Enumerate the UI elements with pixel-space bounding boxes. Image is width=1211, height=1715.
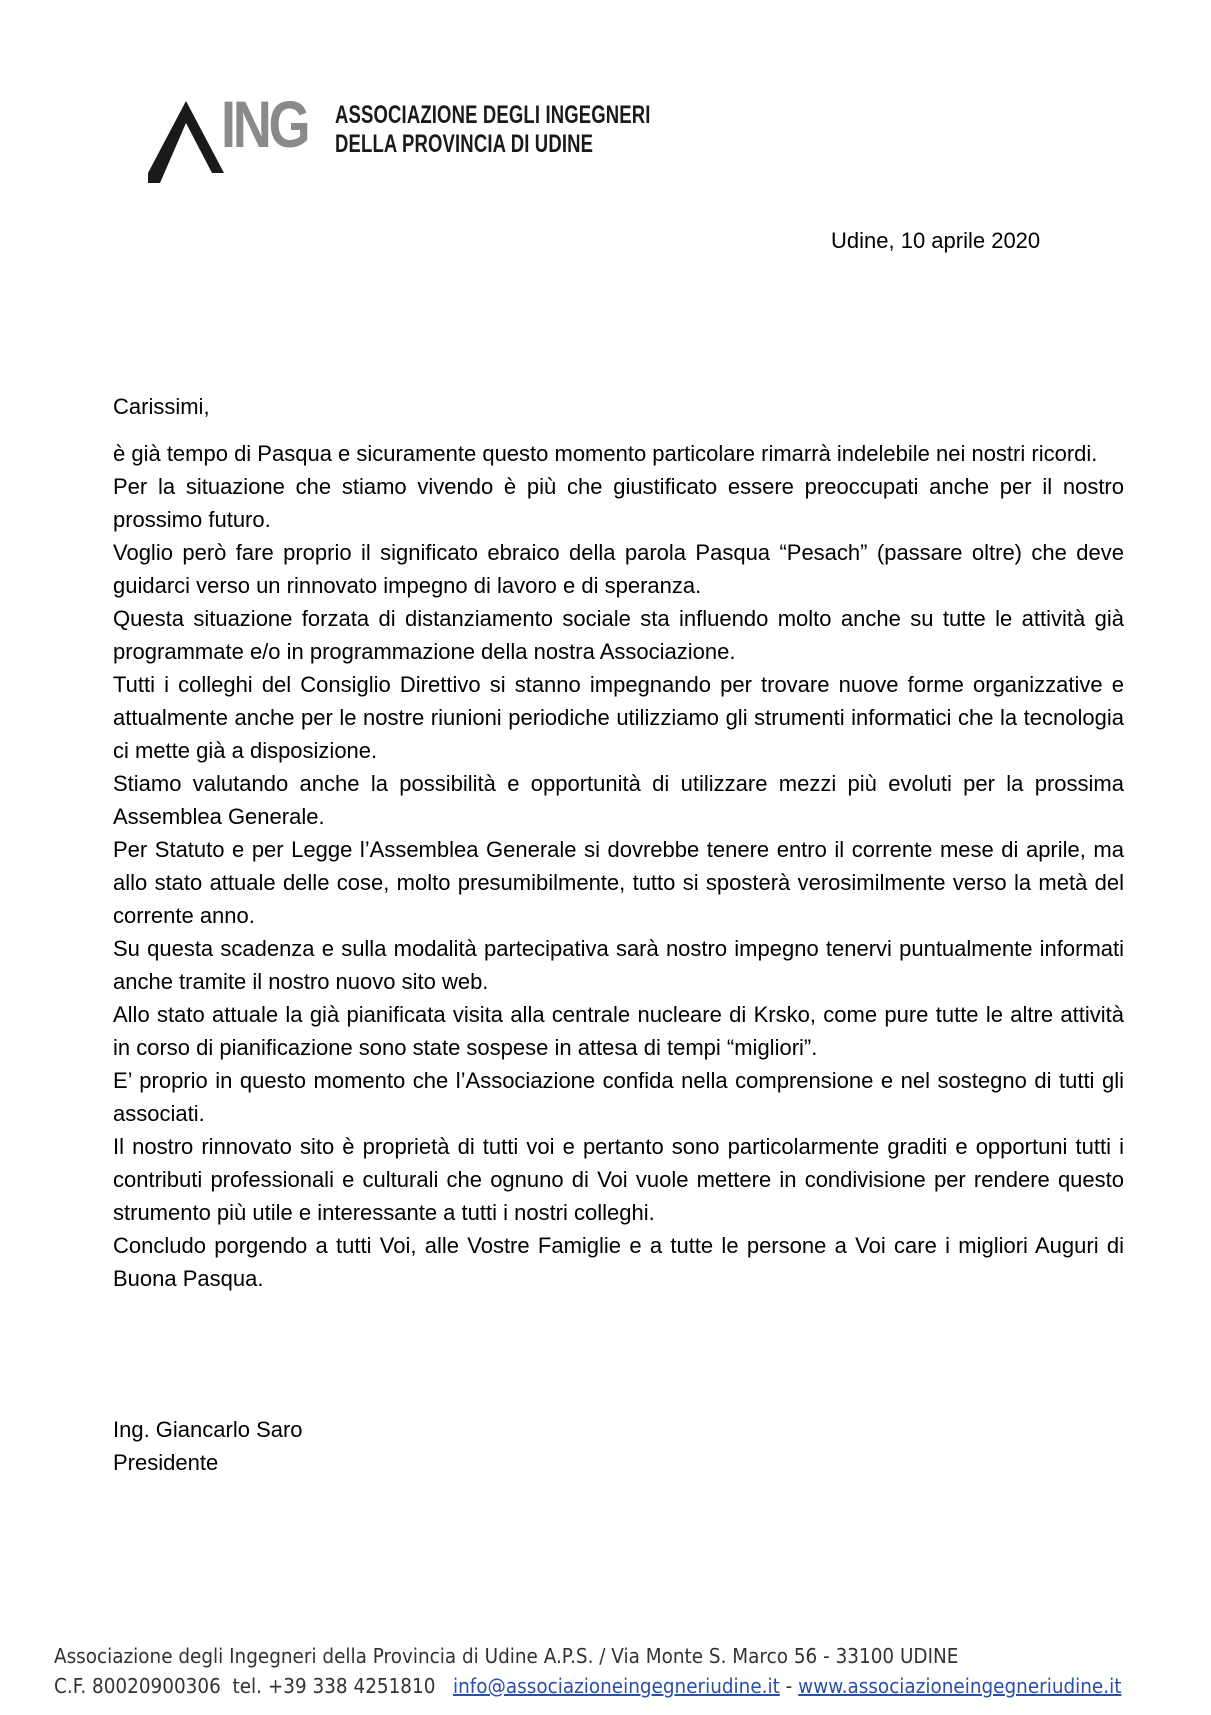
footer-address: Associazione degli Ingegneri della Provincia di Udine A.P.S. / Via Monte S. Marco 56 - 33100 UDINE <box>54 1644 959 1668</box>
paragraph: Il nostro rinnovato sito è proprietà di tutti voi e pertanto sono particolarmente graditi e opportuni tutti i contributi professionali e culturali che ognuno di Voi vuole mettere in condivisione per rendere questo strumento più utile e interessante a tutti i nostri colleghi. <box>113 1134 1124 1225</box>
paragraph: Stiamo valutando anche la possibilità e opportunità di utilizzare mezzi più evoluti per la prossima Assemblea Generale. <box>113 771 1124 829</box>
salutation: Carissimi, <box>113 394 210 419</box>
signature-block <box>113 1413 303 1479</box>
letter-paragraphs <box>113 437 1124 1295</box>
letter-body <box>113 390 1124 1295</box>
paragraph: è già tempo di Pasqua e sicuramente questo momento particolare rimarrà indelebile nei nostri ricordi. <box>113 441 1098 466</box>
signatory-role: Presidente <box>113 1450 219 1475</box>
paragraph: Tutti i colleghi del Consiglio Direttivo si stanno impegnando per trovare nuove forme organizzative e attualmente anche per le nostre riunioni periodiche utilizziamo gli strumenti informatici che la tecnologia ci mette già a disposizione. <box>113 672 1124 763</box>
email-link[interactable]: info@associazioneingegneriudine.it <box>452 1674 780 1698</box>
organization-name-line-1: ASSOCIAZIONE DEGLI INGEGNERI <box>335 101 651 129</box>
organization-name <box>335 101 651 159</box>
paragraph: E’ proprio in questo momento che l’Associazione confida nella comprensione e nel sostegno di tutti gli associati. <box>113 1068 1124 1126</box>
website-link[interactable]: www.associazioneingegneriudine.it <box>798 1674 1122 1698</box>
paragraph: Allo stato attuale la già pianificata visita alla centrale nucleare di Krsko, come pure tutte le altre attività in corso di pianificazione sono state sospese in attesa di tempi “migliori”. <box>113 1002 1124 1060</box>
paragraph: Per la situazione che stiamo vivendo è più che giustificato essere preoccupati anche per il nostro prossimo futuro. <box>113 474 1124 532</box>
organization-name-line-2: DELLA PROVINCIA DI UDINE <box>335 130 594 158</box>
paragraph: Concludo porgendo a tutti Voi, alle Vostre Famiglie e a tutte le persone a Voi care i migliori Auguri di Buona Pasqua. <box>113 1233 1124 1291</box>
paragraph: Questa situazione forzata di distanziamento sociale sta influendo molto anche su tutte le attività già programmate e/o in programmazione della nostra Associazione. <box>113 606 1124 664</box>
logo-ing-text: ING <box>221 87 308 161</box>
signatory-name: Ing. Giancarlo Saro <box>113 1417 303 1442</box>
association-logo <box>148 87 668 189</box>
letter-date: Udine, 10 aprile 2020 <box>831 228 1041 253</box>
footer-tax-phone: C.F. 80020900306 tel. +39 338 4251810 <box>54 1674 453 1698</box>
paragraph: Per Statuto e per Legge l’Assemblea Generale si dovrebbe tenere entro il corrente mese di aprile, ma allo stato attuale delle cose, molto presumibilmente, tutto si sposterà verosimilmente verso la metà del corrente anno. <box>113 837 1124 928</box>
paragraph: Su questa scadenza e sulla modalità partecipativa sarà nostro impegno tenervi puntualmente informati anche tramite il nostro nuovo sito web. <box>113 936 1124 994</box>
footer-separator: - <box>779 1674 799 1698</box>
logo-chevron-icon <box>148 101 224 183</box>
footer-contacts <box>54 1671 1121 1701</box>
paragraph: Voglio però fare proprio il significato ebraico della parola Pasqua “Pesach” (passare oltre) che deve guidarci verso un rinnovato impegno di lavoro e di speranza. <box>113 540 1124 598</box>
letter-footer <box>54 1641 1121 1701</box>
